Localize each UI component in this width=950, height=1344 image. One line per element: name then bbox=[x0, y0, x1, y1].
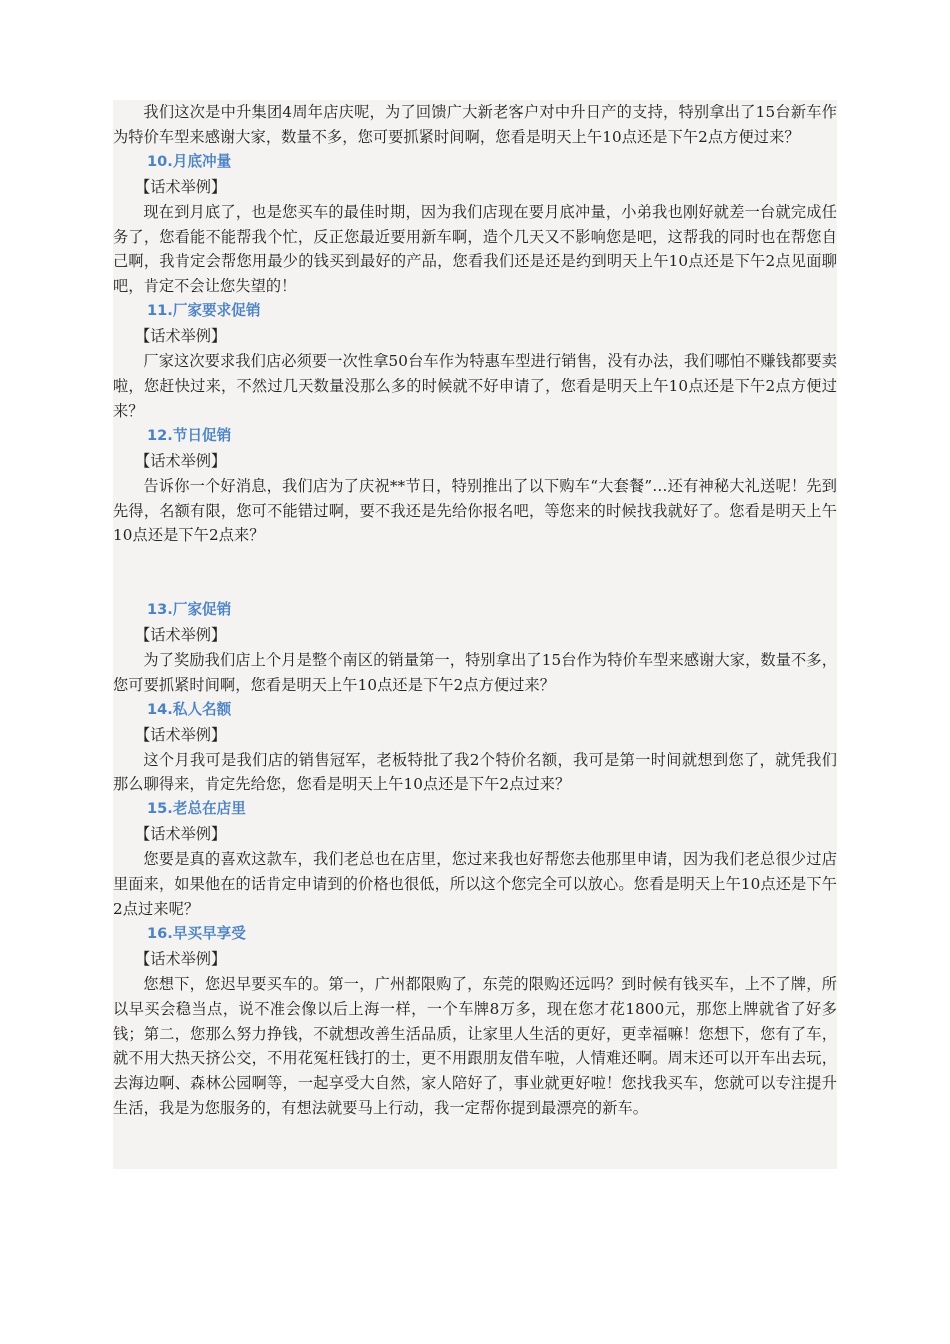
example-label: 【话术举例】 bbox=[135, 725, 227, 744]
section-body: 为了奖励我们店上个月是整个南区的销量第一，特别拿出了15台作为特价车型来感谢大家，数量不多，您可要抓紧时间啊，您看是明天上午10点还是下午2点方便过来？ bbox=[113, 650, 837, 694]
example-label: 【话术举例】 bbox=[135, 949, 227, 968]
section-heading: 10.月底冲量 bbox=[147, 152, 232, 170]
section-body: 厂家这次要求我们店必须要一次性拿50台车作为特惠车型进行销售，没有办法，我们哪怕不赚钱都要卖啦，您赶快过来，不然过几天数量没那么多的时候就不好申请了，您看是明天上午10点还是下午2点方便过来？ bbox=[113, 352, 837, 420]
example-label: 【话术举例】 bbox=[135, 177, 227, 196]
example-label: 【话术举例】 bbox=[135, 825, 227, 844]
section-body: 告诉你一个好消息，我们店为了庆祝**节日，特别推出了以下购车“大套餐”…还有神秘大礼送呢！先到先得，名额有限，您可不能错过啊，要不我还是先给你报名吧，等您来的时候找我就好了。您看是明天上午10点还是下午2点来？ bbox=[113, 476, 837, 545]
section-heading: 14.私人名额 bbox=[147, 700, 232, 718]
example-label: 【话术举例】 bbox=[135, 451, 227, 470]
spacer bbox=[113, 548, 837, 598]
section-heading: 15.老总在店里 bbox=[147, 800, 246, 818]
section-body: 现在到月底了，也是您买车的最佳时期，因为我们店现在要月底冲量，小弟我也刚好就差一台就完成任务了，您看能不能帮我个忙，反正您最近要用新车啊，造个几天又不影响您是吧，这帮我的同时也在帮您自己啊，我肯定会帮您用最少的钱买到最好的产品，您看我们还是还是约到明天上午10点还是下午2点见面聊吧，肯定不会让您失望的！ bbox=[113, 202, 837, 296]
intro-paragraph: 我们这次是中升集团4周年店庆呢，为了回馈广大新老客户对中升日产的支持，特别拿出了15台新车作为特价车型来感谢大家，数量不多，您可要抓紧时间啊，您看是明天上午10点还是下午2点方便过来？ bbox=[113, 103, 837, 146]
section-body: 您要是真的喜欢这款车，我们老总也在店里，您过来我也好帮您去他那里申请，因为我们老总很少过店里面来，如果他在的话肯定申请到的价格也很低，所以这个您完全可以放心。您看是明天上午10点还是下午2点过来呢？ bbox=[113, 850, 837, 918]
example-label: 【话术举例】 bbox=[135, 327, 227, 346]
section-heading: 13.厂家促销 bbox=[147, 601, 232, 619]
document-content bbox=[113, 100, 837, 1169]
example-label: 【话术举例】 bbox=[135, 626, 227, 645]
section-heading: 12.节日促销 bbox=[147, 426, 232, 444]
section-body: 这个月我可是我们店的销售冠军，老板特批了我2个特价名额，我可是第一时间就想到您了，就凭我们那么聊得来，肯定先给您，您看是明天上午10点还是下午2点过来？ bbox=[113, 750, 837, 794]
section-heading: 11.厂家要求促销 bbox=[147, 302, 261, 320]
section-heading: 16.早买早享受 bbox=[147, 924, 246, 942]
section-body: 您想下，您迟早要买车的。第一，广州都限购了，东莞的限购还远吗？到时候有钱买车，上不了牌，所以早买会稳当点，说不准会像以后上海一样，一个车牌8万多，现在您才花1800元，那您上牌就省了好多钱；第二，您那么努力挣钱，不就想改善生活品质，让家里人生活的更好，更幸福嘛！您想下，您有了车，就不用大热天挤公交，不用花冤枉钱打的士，更不用跟朋友借车啦，人情难还啊。周末还可以开车出去玩，去海边啊、森林公园啊等，一起享受大自然，家人陪好了，事业就更好啦！您找我买车，您就可以专注提升生活，我是为您服务的，有想法就要马上行动，我一定帮你提到最漂亮的新车。 bbox=[113, 974, 837, 1118]
